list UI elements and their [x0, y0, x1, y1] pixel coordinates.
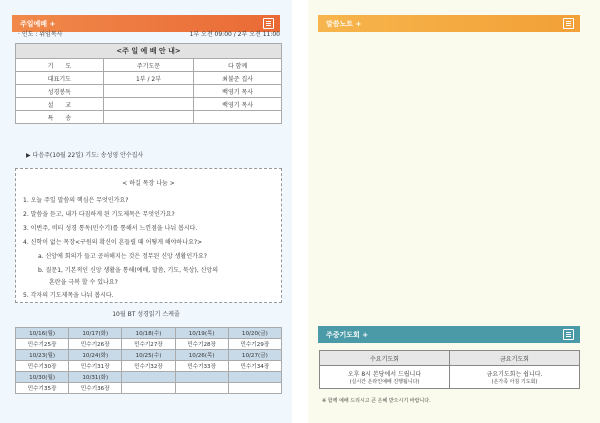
question-item: a. 신앙에 회의가 들고 공허해지는 것은 정무된 신앙 생활인가요? [38, 253, 207, 260]
question-item: 2. 말씀을 듣고, 내가 다짐하게 된 기도제목은 무엇인가요? [23, 211, 175, 218]
bulletin-icon[interactable] [563, 18, 574, 29]
schedule-date: 10/25(수) [122, 350, 175, 361]
sermon-notes-header [318, 15, 580, 32]
discussion-header: < 하길 목장 나눔 > [122, 180, 175, 187]
schedule-chapter: 민수기26장 [69, 339, 122, 350]
table-row [16, 98, 282, 111]
table-row [16, 85, 282, 98]
question-item: 5. 각자의 기도제목을 나눠 봅시다. [23, 292, 114, 299]
order-cell [103, 111, 193, 124]
schedule-date [228, 372, 281, 383]
table-row [16, 72, 282, 85]
table-row [320, 351, 580, 366]
worship-header-title: 주일예배 + [20, 20, 56, 28]
order-cell: 주기도문 [103, 59, 193, 72]
schedule-date: 10/17(화) [69, 328, 122, 339]
schedule-chapter [228, 383, 281, 394]
friday-prayer-cell [450, 366, 580, 389]
schedule-date: 10/20(금) [228, 328, 281, 339]
question-item: b. 질문1, 기본적인 신앙 생활을 통해(예배, 말씀, 기도, 묵상), 신앙의 [38, 267, 219, 274]
schedule-date: 10/23(월) [16, 350, 69, 361]
worship-info [18, 29, 280, 38]
table-row [16, 111, 282, 124]
schedule-chapter: 민수기31장 [69, 361, 122, 372]
schedule-date: 10/16(월) [16, 328, 69, 339]
prayer-meeting-title: 주중기도회 + [326, 331, 369, 339]
schedule-chapter [175, 383, 228, 394]
worship-leader: · 인도 : 위임목사 [18, 31, 63, 38]
schedule-chapter: 민수기33장 [175, 361, 228, 372]
order-cell [103, 85, 193, 98]
table-row [16, 372, 282, 383]
bulletin-icon[interactable] [563, 329, 574, 340]
order-cell: 기 도 [16, 59, 104, 72]
table-row [16, 361, 282, 372]
worship-order-table [15, 43, 282, 124]
prayer-meeting-header [318, 326, 580, 343]
order-cell: 대표기도 [16, 72, 104, 85]
question-item: 3. 이번주, 비티 성경 통독(민수기)를 통해서 느낀점을 나눠 봅시다. [23, 225, 198, 232]
table-row [16, 350, 282, 361]
reading-schedule-table [15, 327, 282, 394]
table-row [16, 339, 282, 350]
question-item: 혼란을 극복 할 수 있나요? [49, 279, 118, 286]
order-cell: 백영기 목사 [194, 98, 282, 111]
worship-time: 1부 오전 09:00 / 2부 오전 11:00 [189, 31, 280, 38]
question-item: 4. 신학이 없는 목장<구원의 확신이 흔들릴 때 어떻게 해야하나요?> [23, 239, 203, 246]
footnote: ※ 함께 예배 드리시고 큰 은혜 받으시기 바랍니다. [322, 398, 431, 404]
worship-order-title: <주 일 예 배 안 내> [16, 44, 282, 59]
schedule-chapter: 민수기32장 [122, 361, 175, 372]
schedule-chapter: 민수기28장 [175, 339, 228, 350]
schedule-chapter: 민수기36장 [69, 383, 122, 394]
table-row [320, 366, 580, 389]
schedule-date: 10/18(수) [122, 328, 175, 339]
table-row [16, 383, 282, 394]
wednesday-prayer-info: 오후 8시 본당에서 드립니다 [347, 371, 422, 378]
schedule-chapter: 민수기35장 [16, 383, 69, 394]
friday-prayer-note: (온가족 아침 기도회) [491, 379, 538, 385]
schedule-chapter [122, 383, 175, 394]
schedule-date: 10/31(화) [69, 372, 122, 383]
order-cell [194, 111, 282, 124]
order-cell: 성경봉독 [16, 85, 104, 98]
wednesday-prayer-cell [320, 366, 450, 389]
order-cell [103, 98, 193, 111]
schedule-chapter: 민수기29장 [228, 339, 281, 350]
question-item: 1. 오늘 주일 말씀의 핵심은 무엇인가요? [23, 197, 129, 204]
schedule-date: 10/26(목) [175, 350, 228, 361]
prayer-column-header: 수요기도회 [320, 351, 450, 366]
schedule-chapter: 민수기30장 [16, 361, 69, 372]
order-cell: 백영기 목사 [194, 85, 282, 98]
schedule-date: 10/30(월) [16, 372, 69, 383]
discussion-questions-box [15, 168, 282, 303]
order-cell: 최불준 집사 [194, 72, 282, 85]
table-row [16, 328, 282, 339]
schedule-date: 10/27(금) [228, 350, 281, 361]
worship-panel [0, 0, 292, 423]
schedule-chapter: 민수기27장 [122, 339, 175, 350]
next-week-prayer: ▶ 다음주(10월 22일) 기도: 송성영 안수집사 [26, 152, 144, 159]
sermon-notes-title: 말씀노트 + [326, 20, 362, 28]
wednesday-prayer-note: (실시간 온라인예배 진행됩니다) [349, 379, 420, 385]
schedule-chapter: 민수기25장 [16, 339, 69, 350]
table-row [16, 59, 282, 72]
order-cell: 1부 / 2부 [103, 72, 193, 85]
bulletin-icon[interactable] [263, 18, 274, 29]
schedule-date [175, 372, 228, 383]
order-cell: 설 교 [16, 98, 104, 111]
order-cell: 다 함께 [194, 59, 282, 72]
schedule-date: 10/19(목) [175, 328, 228, 339]
schedule-date [122, 372, 175, 383]
prayer-column-header: 금요기도회 [450, 351, 580, 366]
schedule-date: 10/24(화) [69, 350, 122, 361]
schedule-title: 10월 BT 성경읽기 스케줄 [112, 311, 180, 318]
schedule-chapter: 민수기34장 [228, 361, 281, 372]
order-cell: 특 송 [16, 111, 104, 124]
prayer-meeting-table [319, 350, 580, 389]
friday-prayer-info: 금요기도회는 쉽니다. [486, 371, 543, 378]
